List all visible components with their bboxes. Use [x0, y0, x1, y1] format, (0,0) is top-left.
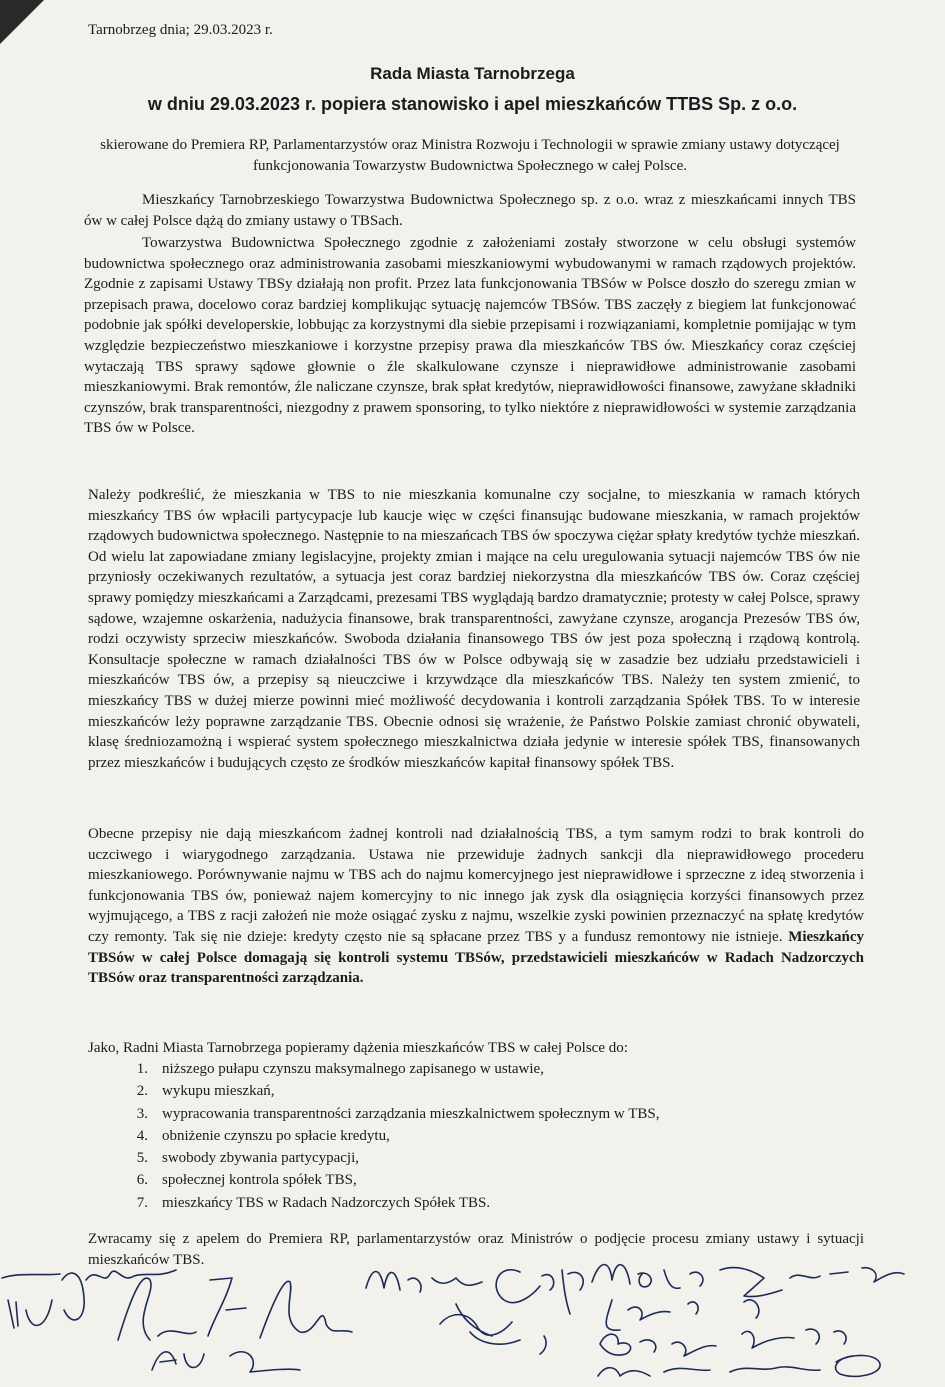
list-item-text: mieszkańcy TBS w Radach Nadzorczych Spółek TBS. [162, 1194, 491, 1211]
list-item-number: 2. [136, 1083, 148, 1100]
signature-stroke [86, 1270, 176, 1280]
signature-stroke [598, 1367, 820, 1376]
list-item-number: 1. [136, 1061, 148, 1077]
list-item-text: obniżenie czynszu po spłacie kredytu, [162, 1127, 390, 1144]
list-item [88, 1058, 659, 1080]
paragraph-4-plain: Obecne przepisy nie dają mieszkańcom żadnej kontroli nad działalnością TBS, a tym samym rodzi to brak kontroli do uczciwego i wiarygodnego zarządzania. Ustawa nie przewiduje żadnych sankcji dla nieprawidłowego procederu mieszkaniowego. Porównywanie najmu w TBS ach do najmu komercyjnego jest nieprawidłowe i sprzeczne z ideą stworzenia i funkcjonowania TBS ów, ponieważ najem komercyjny to nic innego jak zysk dla osiągnięcia korzyści finansowych przez wyjmującego, a TBS z racji założeń nie może osiągać zysku z najmu, wszelkie zyski powinien przeznaczyć na spłatę kredytów czy remonty. Tak się nie dzieje: kredyty często nie są spłacane przez TBS y a fundusz remontowy nie istnieje. [88, 826, 864, 945]
demands-list [88, 1058, 659, 1214]
list-item-number: 7. [136, 1194, 148, 1211]
signature-stroke [118, 1278, 246, 1340]
paragraph-4 [88, 824, 864, 989]
document-title: Rada Miasta Tarnobrzega [370, 64, 575, 83]
list-item-text: swobody zbywania partycypacji, [162, 1150, 360, 1167]
paragraph-3: Należy podkreślić, że mieszkania w TBS to nie mieszkania komunalne czy socjalne, to mieszkania w ramach których mieszkańcy TBS ów wpłacili partycypacje lub kaucje więc w części finansując budowane mieszkania, w ramach projektów rządowych budownictwa społecznego. Następnie to na mieszańcach TBS ów spoczywa ciężar spłaty kredytów tychże mieszkań. Od wielu lat zapowiadane zmiany legislacyjne, projekty zmian i mające na celu uregulowania sytuacji najemców TBS ów nie przyniosły oczekiwanych rezultatów, a sytuacja jest coraz bardziej niekorzystna dla mieszkańców TBS ów. Coraz częściej sprawy pomiędzy mieszkańcami a Zarządcami, prezesami TBS wyglądają bardzo dramatycznie; protesty w całej Polsce, sprawy sądowe, wzajemne oskarżenia, nadużycia finansowe, brak transparentności, zawyżane czynsze, arogancja Prezesów TBS ów, rodzi oczywisty sprzeciw mieszkańców. Swoboda działania finansowego TBS ów jest poza społeczną i rządową kontrolą. Konsultacje społeczne w ramach działalności TBS ów w Polsce odbywają się w zasadzie bez udziału przedstawicieli i mieszkańców TBS ów, a przepisy są nieuczciwe i krzywdzące dla mieszkańców TBS. Należy ten system zmienić, to mieszkańcy TBS w dużej mierze powinni mieć możliwość decydowania i kontroli zarządzania Spółek TBS. To w interesie mieszkańców leży poprawne zarządzanie TBS. Obecnie odnosi się wrażenie, że Państwo Polskie zamiast chronić obywateli, klasę średniozamożną i wspierać system społecznego mieszkalnictwa działa jedynie w interesie spółek TBS, finansowanych przez mieszkańców i budujących często ze środków mieszkańców kapitał finansowy spółek TBS. [88, 487, 860, 771]
signature-stroke [592, 1265, 703, 1289]
signature-stroke [720, 1268, 904, 1297]
list-item-number: 4. [136, 1127, 148, 1144]
list-item-text: niższego pułapu czynszu maksymalnego zapisanego w ustawie, [162, 1061, 544, 1077]
list-intro: Jako, Radni Miasta Tarnobrzega popieramy dążenia mieszkańców TBS w całej Polsce do: [88, 1040, 628, 1056]
list-item [88, 1192, 659, 1214]
signature-stroke [260, 1281, 352, 1338]
list-item-text: społecznej kontrola spółek TBS, [162, 1172, 357, 1189]
list-item-number: 6. [136, 1172, 148, 1189]
paragraph-4-bold: Mieszkańcy TBSów w całej Polsce domagają się kontroli systemu TBSów, przedstawicieli mieszkańców w Radach Nadzorczych TBSów oraz transparentności zarządzania. [88, 928, 865, 987]
signature-stroke [836, 1355, 881, 1376]
signature-stroke [2, 1273, 84, 1328]
list-item [88, 1147, 659, 1169]
list-item [88, 1080, 659, 1102]
list-item-number: 5. [136, 1150, 148, 1167]
signature-stroke [540, 1336, 546, 1354]
date-line: Tarnobrzeg dnia; 29.03.2023 r. [88, 22, 273, 38]
addressed-to-paragraph: skierowane do Premiera RP, Parlamentarzystów oraz Ministra Rozwoju i Technologii w sprawie zmiany ustawy dotyczącej funkcjonowania Towarzystw Budownictwa Społecznego w całej Polsce. [100, 137, 840, 174]
list-item-number: 3. [136, 1105, 148, 1122]
signature-stroke [440, 1304, 520, 1344]
paragraph-1: Mieszkańcy Tarnobrzeskiego Towarzystwa Budownictwa Społecznego sp. z o.o. wraz z mieszkańcami innych TBS ów w całej Polsce dążą do zmiany ustawy o TBSach. [84, 192, 856, 229]
list-item-text: wypracowania transparentności zarządzania mieszkalnictwem społecznym w TBS, [162, 1105, 660, 1122]
paragraph-2: Towarzystwa Budownictwa Społecznego zgodnie z założeniami zostały stworzone w celu obsługi systemów budownictwa społecznego oraz administrowania zasobami mieszkaniowymi wybudowanymi w ramach rządowych projektów. Zgodnie z zapisami Ustawy TBSy działają non profit. Przez lata funkcjonowania TBSów w Polsce doszło do szeregu zmian w przepisach prawa, docelowo coraz bardziej komplikując sytuację najemców TBSów. TBS zaczęły z biegiem lat funkcjonować podobnie jak spółki developerskie, lobbując za korzystnymi dla siebie przepisami i rozwiązaniami, kompletnie pomijając w tym względzie bezpieczeństwo mieszkaniowe i korzystne przepisy prawa dla mieszkańców TBS ów. Mieszkańcy coraz częściej wytaczają TBS sprawy sądowe głownie o źle skalkulowane czynsze i nieprawidłowe administrowanie zasobami mieszkaniowymi. Brak remontów, źle naliczane czynsze, brak spłat kredytów, nieprawidłowości finansowe, zawyżane składniki czynszów, brak transparentności, niezgodny z prawem sponsoring, to tylko niektóre z nieprawidłowości w systemie zarządzania TBS ów w Polsce. [84, 235, 856, 437]
signature-stroke [600, 1334, 716, 1356]
list-item-text: wykupu mieszkań, [162, 1083, 275, 1100]
signature-stroke [606, 1300, 759, 1330]
list-item [88, 1103, 659, 1125]
signature-stroke [496, 1270, 583, 1314]
handwritten-signatures [0, 1240, 945, 1387]
signature-stroke [366, 1272, 482, 1293]
signature-stroke [152, 1352, 300, 1372]
document-subtitle: w dniu 29.03.2023 r. popiera stanowisko i apel mieszkańców TTBS Sp. z o.o. [147, 94, 798, 114]
closing-paragraph: Zwracamy się z apelem do Premiera RP, parlamentarzystów oraz Ministrów o podjęcie procesu zmiany ustawy i sytuacji mieszkańców TBS. [88, 1231, 864, 1268]
signature-stroke [742, 1329, 846, 1348]
list-item [88, 1169, 659, 1191]
list-item [88, 1125, 659, 1147]
